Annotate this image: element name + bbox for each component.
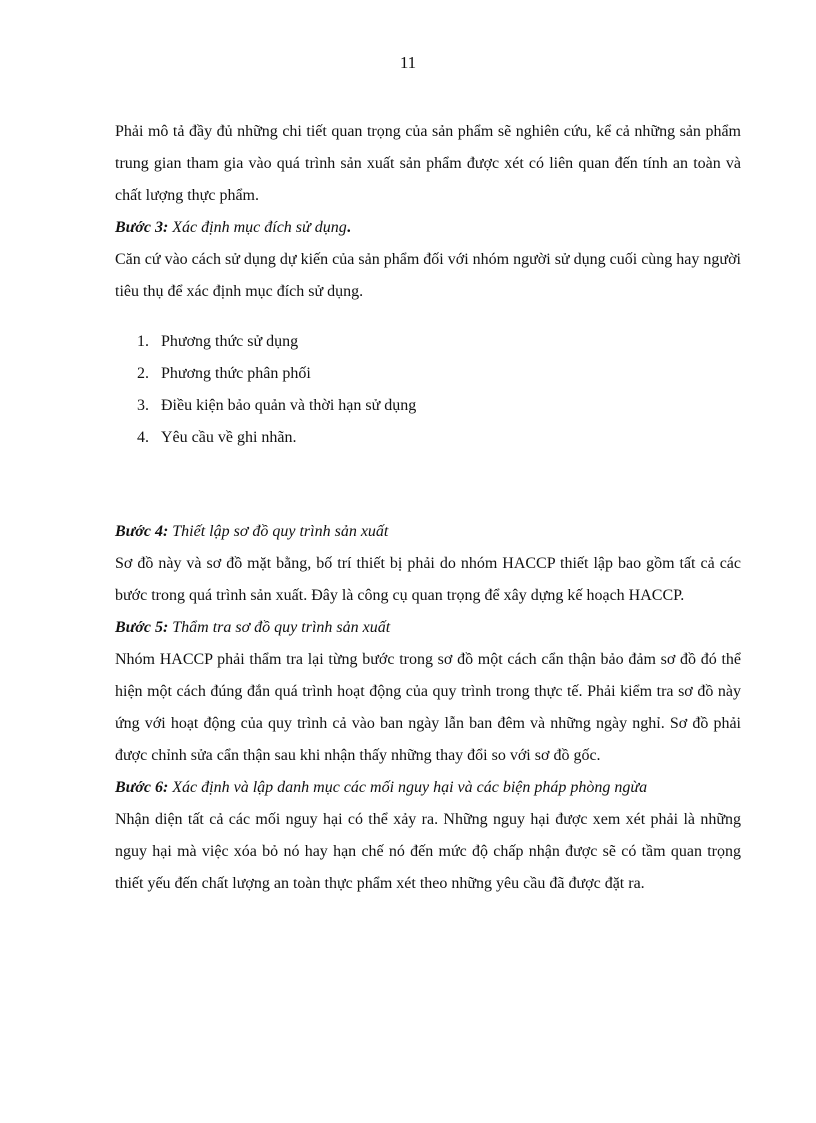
step4-label: Bước 4:	[115, 523, 169, 540]
step3-body: Căn cứ vào cách sử dụng dự kiến của sản phẩm đối với nhóm người sử dụng cuối cùng hay người tiêu thụ để xác định mục đích sử dụng.	[115, 251, 741, 300]
list-item-text: Phương thức sử dụng	[161, 333, 299, 350]
intro-paragraph: Phải mô tả đầy đủ những chi tiết quan trọng của sản phẩm sẽ nghiên cứu, kể cả những sản phẩm trung gian tham gia vào quá trình sản xuất sản phẩm được xét có liên quan đến tính an toàn và chất lượng thực phẩm.	[115, 123, 741, 204]
list-item-text: Yêu cầu về ghi nhãn.	[161, 429, 297, 446]
step3-title: Xác định mục đích sử dụng	[172, 219, 347, 236]
step3-period: .	[346, 219, 351, 236]
step4-body: Sơ đồ này và sơ đồ mặt bằng, bố trí thiết bị phải do nhóm HACCP thiết lập bao gồm tất cả các bước trong quá trình sản xuất. Đây là công cụ quan trọng để xây dựng kế hoạch HACCP.	[115, 555, 741, 604]
list-item	[115, 422, 741, 454]
step3-label: Bước 3:	[115, 219, 169, 236]
list-item-number: 2.	[137, 365, 149, 382]
usage-list	[115, 326, 741, 454]
step5-label: Bước 5:	[115, 619, 169, 636]
step6-heading	[115, 772, 741, 804]
list-item	[115, 326, 741, 358]
spacer	[115, 454, 741, 516]
page-number: 11	[399, 53, 417, 72]
document-body	[115, 116, 741, 900]
list-item	[115, 390, 741, 422]
step5-heading	[115, 612, 741, 644]
list-item-number: 4.	[137, 429, 149, 446]
step6-title: Xác định và lập danh mục các mối nguy hại và các biện pháp phòng ngừa	[172, 779, 648, 796]
step4-title: Thiết lập sơ đồ quy trình sản xuất	[172, 523, 389, 540]
list-item-number: 3.	[137, 397, 149, 414]
step5-body: Nhóm HACCP phải thẩm tra lại từng bước trong sơ đồ một cách cẩn thận bảo đảm sơ đồ đó thể hiện một cách đúng đắn quá trình hoạt động của quy trình trong thực tế. Phải kiểm tra sơ đồ này ứng với hoạt động của quy trình cả vào ban ngày lẫn ban đêm và những ngày nghỉ. Sơ đồ phải được chỉnh sửa cẩn thận sau khi nhận thấy những thay đổi so với sơ đồ gốc.	[115, 651, 741, 764]
step3-heading	[115, 212, 741, 244]
step6-body: Nhận diện tất cả các mối nguy hại có thể xảy ra. Những nguy hại được xem xét phải là những nguy hại mà việc xóa bỏ nó hay hạn chế nó đến mức độ chấp nhận được sẽ có tầm quan trọng thiết yếu đến chất lượng an toàn thực phẩm xét theo những yêu cầu đã được đặt ra.	[115, 811, 741, 892]
list-item-text: Điều kiện bảo quản và thời hạn sử dụng	[161, 397, 417, 414]
list-item	[115, 358, 741, 390]
list-item-text: Phương thức phân phối	[161, 365, 311, 382]
step6-label: Bước 6:	[115, 779, 169, 796]
step5-title: Thẩm tra sơ đồ quy trình sản xuất	[172, 619, 391, 636]
list-item-number: 1.	[137, 333, 149, 350]
step4-heading	[115, 516, 741, 548]
